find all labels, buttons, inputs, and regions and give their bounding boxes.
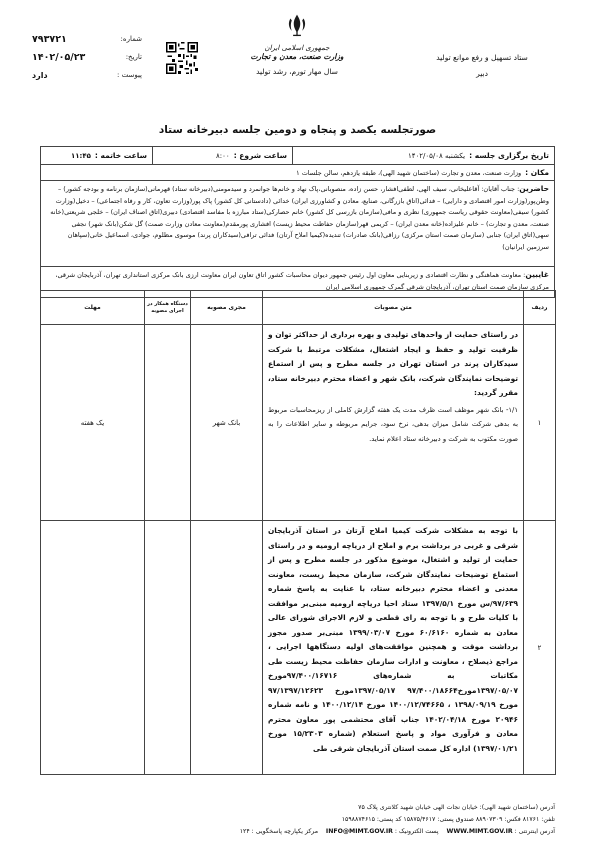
meeting-end-time: ۱۱:۴۵ [71,151,91,160]
table-row [41,521,556,775]
footer-address: آدرس (ساختمان شهید الهی): خیابان نجات الهی خیابان شهید کلانتری پلاک ۷۵ [358,804,555,811]
letter-date-row [32,48,142,66]
letter-attachment: دارد [32,70,48,80]
table-header-row [41,291,556,325]
issuer-block [407,50,557,82]
col-header-subject: متن مصوبات [263,291,524,325]
resolutions-table [40,290,556,775]
meeting-start-cell [152,147,292,164]
row-followup [145,325,191,521]
meeting-end-label: ساعت خاتمه : [94,151,147,160]
attendees-row [41,181,554,267]
col-header-followup: دستگاه همکار در اجرای مصوبه [145,291,191,325]
absentees-label: غایبین [525,270,549,279]
row-subject [263,521,524,775]
meeting-date: یکشنبه ۱۴۰۲/۰۵/۰۸ [408,151,466,160]
meeting-date-label: تاریخ برگزاری جلسه : [469,151,549,160]
row-subject-clause: ۱/۱- بانک شهر موظف است ظرف مدت یک هفته گزارش کاملی از ریزمحاسبات مربوط به بدهی شرکت شامل میزان بدهی، نرخ سود، جرایم مربوطه و سایر اطلاعات را به صورت مکتوب به شرکت و دبیرخانه ستاد اعلام نماید. [268,405,518,443]
meeting-place-label: مکان : [525,168,549,177]
meeting-start-label: ساعت شروع : [233,151,287,160]
row-executor [191,521,263,775]
ministry-name: وزارت صنعت، معدن و تجارت [250,52,344,61]
page-footer [40,802,555,838]
letter-attachment-label: پیوست : [117,71,142,79]
footer-links [40,826,555,838]
absentees-list: : معاونت هماهنگی و نظارت اقتصادی و زیربنایی معاون اول رئیس جمهور دیوان محاسبات کشور اتاق تعاون ایران معاونت ارزی بانک مرکزی استانداری تهران، آذربایجان شرقی، مرکزی سازمان صمت استان تهران، آذربایجان شرقی گمرک جمهوری اسلامی ایران [55,271,549,291]
row-deadline: یک هفته [41,325,145,521]
footer-web-label: آدرس اینترنتی : [514,828,555,835]
meeting-start-time: ۸:۰۰ [216,151,230,160]
row-subject [263,325,524,521]
row-number: ۲ [524,521,556,775]
meeting-time-row [41,147,554,165]
footer-callcenter: مرکز یکپارچه پاسخگویی : ۱۲۴ [239,828,319,835]
iran-emblem-icon [284,12,310,38]
footer-email-label: پست الکترونیک : [394,828,439,835]
letter-number: ۷۹۳۷۲۱ [32,33,67,45]
row-subject-main: در راستای حمایت از واحدهای تولیدی و بهره برداری از حداکثر توان و ظرفیت تولید و حفظ و ایجاد اشتغال، مشکلات مرتبط با شرکت سیدکاران پرند در استان تهران در جلسه مطرح و پس از استماع توضیحات نمایندگان شرکت، بانک شهر و اعضاء محترم دبیرخانه ستاد، مقرر گردید: [268,330,518,397]
issuer-role: دبیر [476,69,488,78]
col-header-row: ردیف [524,291,556,325]
letter-number-row [32,30,142,48]
year-slogan: سال مهار تورم، رشد تولید [256,67,338,76]
meeting-info-box [40,146,555,298]
attendees-label: حاضرین [519,184,549,193]
letter-date: ۱۴۰۲/۰۵/۲۳ [32,51,86,63]
row-followup [145,521,191,775]
meeting-date-cell [292,147,554,164]
footer-email-link[interactable]: INFO@MIMT.GOV.IR [325,828,393,835]
letter-attachment-row [32,66,142,84]
meeting-end-cell [41,147,152,164]
attendees-list: : جناب آقایان: آقاعلیخانی، سیف الهی، لطفی‌افشار، حسن زاده، منصوبانی،پاک نهاد و خانم‌ها جوانمرد و سیدمومنی(دبیرخانه ستاد) قهرمانی(سازمان برنامه و بودجه کشور) – وطن‌پور(وزارت امور اقتصادی و دارایی) – فدائی(اتاق بازرگانی، صنایع، معادن و کشاورزی ایران) خدائی (دادستانی کل کشور) پاک پور(وزارت تعاون، کار و رفاه اجتماعی) – دخیل(وزارت کشور) سیفی(معاونت حقوقی ریاست جمهوری) نظری و مافی(سازمان بازرسی کل کشور) خانم حصارکی(ستاد مبارزه با مفاسد اقتصادی) دبیری(اتاق اصناف ایران) – خلجی شریعتی(خانه صنعت، معدن و تجارت) – خانم علیزاده(خانه معدن ایران) – کریمی قهر(سازمان حفاظت محیط زیست) افشاری پورمقدم(معاونت معادن وزارت صمت) گل شکن(بانک شهر) نجفی سهی(اتاق ایران) جنابی (سازمان صمت استان مرکزی) رزاقی(بانک صادرات) تندیده(کیمیا املاح آرتان) فدائی ترافی(سیدکاران پرند) موسوی مظلوم، جوادی، اسماعیل خانی(سپاهان سرزمین ایرانیان) [50,185,549,251]
republic-name: جمهوری اسلامی ایران [264,44,330,52]
letter-number-label: شماره: [120,35,142,43]
row-number: ۱ [524,325,556,521]
table-row [41,325,556,521]
issuer-office: ستاد تسهیل و رفع موانع تولید [436,53,528,62]
meeting-place: وزارت صنعت، معدن و تجارت (ساختمان شهید الهی)، طبقه یازدهم، سالن جلسات ۱ [296,168,522,177]
row-deadline [41,521,145,775]
letter-meta [32,30,142,84]
footer-web-link[interactable]: WWW.MIMT.GOV.IR [446,828,513,835]
col-header-executor: مجری مصوبه [191,291,263,325]
row-subject-main: با توجه به مشکلات شرکت کیمیا املاح آرتان در استان آذربایجان شرقی و غربی در برداشت برم و املاح از دریاچه ارومیه و در راستای حمایت از تولید و اشتغال، موضوع مذکور در جلسه مطرح و پس از استماع توضیحات نمایندگان شرکت، سازمان محیط زیست، معاونت معدنی و اعضاء محترم دبیرخانه ستاد، با عنایت به پاسخ شماره ۹۷/۶۳۹/س مورخ ۱۳۹۷/۵/۱ ستاد احیا دریاچه ارومیه مبنی‌بر موافقت با کلیات طرح و با توجه به رای قطعی و لازم الاجرای شورای عالی معادن به شماره ۶۰/۶۱۶۰ مورخ ۱۳۹۹/۰۳/۰۷ مبنی‌بر صدور مجوز برداشت موقت و همچنین موافقت‌های اولیه دستگاهها اجرایی ، مراجع ذیصلاح ، معاونت و ادارات سازمان حفاظت محیط زیست طی مکاتبات به شماره‌های ۹۷/۴۰۰/۱۶۷۱۶مورخ ۱۳۹۷/۰۵/۰۷مورخ۹۷/۴۰۰/۱۸۶۶۴ ۱۳۹۷/۰۵/۱۷مورخ ۹۷/۱۳۹۷/۱۲۶۲۳ مورخ ۱۳۹۸/۰۹/۱۹ ، ۱۴۰۰/۱۲/۷۴۶۶۵ مورخ ۱۴۰۰/۱۲/۱۴ و نامه شماره ۲۰۹۴۶ مورخ ۱۴۰۲/۰۴/۱۸ جناب آقای محتشمی پور معاون محترم معادن و فرآوری مواد و پاسخ استعلام (شماره ۱۵/۲۳۰۳ مورخ ۱۳۹۷/۰۱/۲۱) اداره کل صمت استان آذربایجان شرقی طی [268,526,519,753]
meeting-place-row [41,165,554,181]
document-title: صورتجلسه یکصد و پنجاه و دومین جلسه دبیرخانه ستاد [158,124,437,136]
row-executor: بانک شهر [191,325,263,521]
ministry-block [222,12,372,76]
footer-contacts: تلفن: ۸۱۷۶۱ فکس: ۸۸۹۰۷۳۰۹ صندوق پستی: ۱۵۸۷۵/۴۶۱۷ کد پستی: ۱۵۹۸۸۷۴۶۱۵ [341,816,555,823]
qr-code-icon [166,42,198,74]
letter-date-label: تاریخ: [125,53,142,61]
col-header-deadline: مهلت [41,291,145,325]
